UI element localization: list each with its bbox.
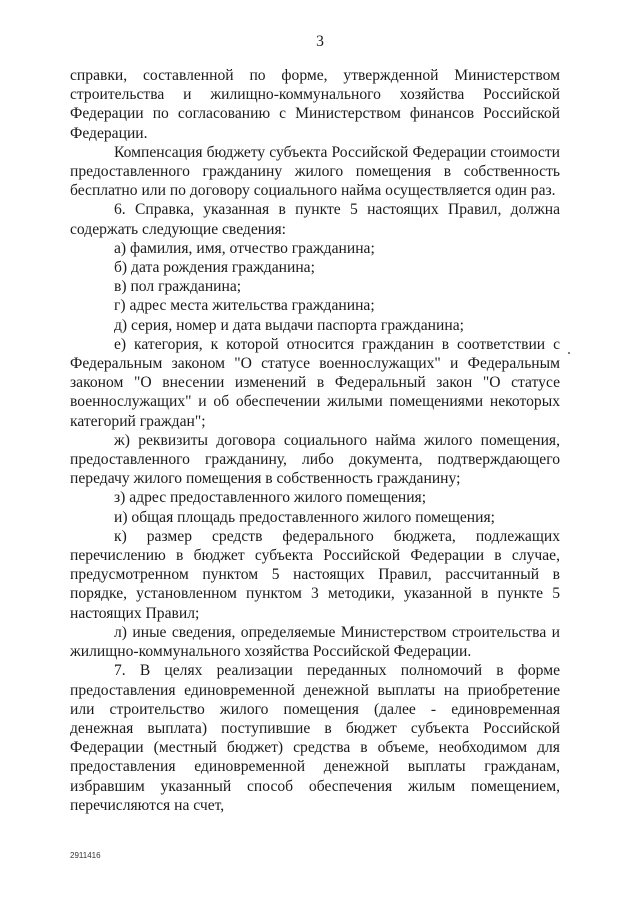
list-item-i: и) общая площадь предоставленного жилого помещения; <box>114 508 495 526</box>
footer-code: 2911416 <box>70 851 101 860</box>
paragraph-item-6: 6. Справка, указанная в пункте 5 настоящих Правил, должна содержать следующие сведения: <box>70 201 560 238</box>
scan-speck <box>568 352 570 354</box>
list-item-zh: ж) реквизиты договора социального найма жилого помещения, предоставленного гражданину, либо документа, подтверждающего передачу жилого помещения в собственность гражданину; <box>70 431 560 488</box>
list-item-b: б) дата рождения гражданина; <box>114 259 315 277</box>
page-number: 3 <box>316 33 324 50</box>
list-item-a: а) фамилия, имя, отчество гражданина; <box>114 239 375 257</box>
list-item-e: е) категория, к которой относится гражданин в соответствии с Федеральным законом "О статусе военнослужащих" и Федеральным законом "О внесении изменений в Федеральный закон "О статусе военнослужащих" и об обеспечении жилыми помещениями некоторых категорий граждан"; <box>70 335 560 430</box>
paragraph-item-7: 7. В целях реализации переданных полномочий в форме предоставления единовременной денежной выплаты на приобретение или строительство жилого помещения (далее - единовременная денежная выплата) поступившие в бюджет субъекта Российской Федерации (местный бюджет) средства в объеме, необходимом для предоставления единовременной денежной выплаты гражданам, избравшим указанный способ обеспечения жилым помещением, перечисляются на счет, <box>70 662 560 814</box>
list-item-v: в) пол гражданина; <box>114 278 242 296</box>
document-body <box>70 66 560 815</box>
paragraph-compensation: Компенсация бюджету субъекта Российской Федерации стоимости предоставленного гражданину жилого помещения в собственность бесплатно или по договору социального найма осуществляется один раз. <box>70 143 560 200</box>
paragraph-continuation: справки, составленной по форме, утвержденной Министерством строительства и жилищно-коммунального хозяйства Российской Федерации по согласованию с Министерством финансов Российской Федерации. <box>70 67 560 142</box>
list-item-d: д) серия, номер и дата выдачи паспорта гражданина; <box>114 316 464 334</box>
list-item-k: к) размер средств федерального бюджета, подлежащих перечислению в бюджет субъекта Российской Федерации в случае, предусмотренном пунктом 5 настоящих Правил, рассчитанный в порядке, установленном пунктом 3 методики, указанной в пункте 5 настоящих Правил; <box>70 527 560 622</box>
list-item-l: л) иные сведения, определяемые Министерством строительства и жилищно-коммунального хозяйства Российской Федерации. <box>70 623 560 661</box>
list-item-z: з) адрес предоставленного жилого помещения; <box>114 489 427 507</box>
list-item-g: г) адрес места жительства гражданина; <box>114 297 375 315</box>
